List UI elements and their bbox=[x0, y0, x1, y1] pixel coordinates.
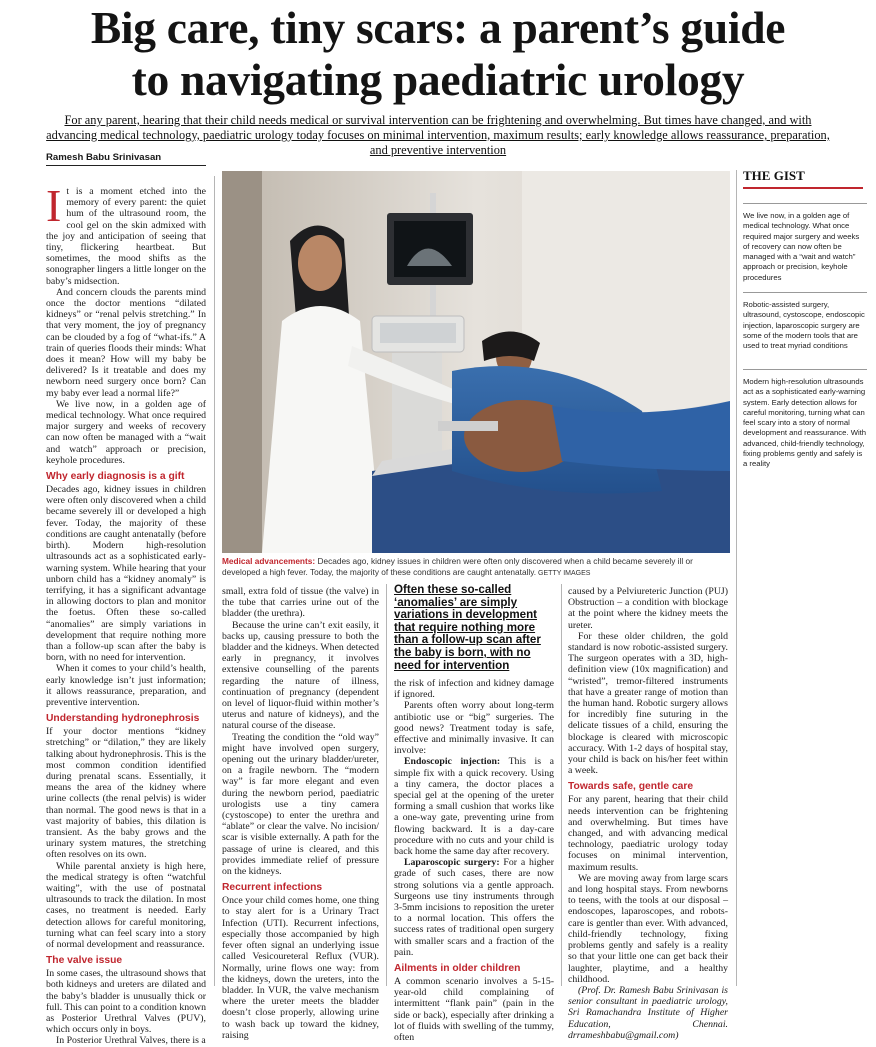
gist-item: Robotic-assisted surgery, ultrasound, cystoscope, endoscopic injection, laparoscopic surgery are some of the modern tools that are used to treat myriad conditions bbox=[743, 300, 865, 351]
paragraph: When it comes to your child’s health, early knowledge isn’t just information; it allows reassurance, preparation, and preventive intervention. bbox=[46, 663, 206, 708]
gist-divider bbox=[743, 369, 867, 370]
paragraph: We are moving away from large scars and long hospital stays. From newborns to teens, with the tools at our disposal – endoscopes, laparoscopes, and robots- care is gentler than ever. With advanced, child-friendly technology, fixing problems gently and safely is a reality so that your little one can get back their laughter, playtime, and a healthy childhood. bbox=[568, 872, 728, 985]
headline-line-1: Big care, tiny scars: a parent’s guide bbox=[90, 2, 786, 53]
gist-divider bbox=[743, 203, 867, 204]
inline-label: Endoscopic injection: bbox=[404, 756, 501, 768]
paragraph: We live now, in a golden age of medical technology. What once required major surgery and weeks of recovery can now often be managed with a “wait and watch” approach or precision, keyhole procedures. bbox=[46, 398, 206, 466]
paragraph: Because the urine can’t exit easily, it backs up, causing pressure to both the bladder and the kidneys. When detected early in pregnancy, it involves extensive counselling of the parents regarding the nature of illness, continuation of pregnancy (dependent on level of liquor-fluid within mother’s uterus and nature of kidneys), and the natural course of the disease. bbox=[222, 619, 379, 732]
paragraph: And concern clouds the parents mind once the doctor mentions “dilated kidneys” or “renal pelvis stretching.” In that very moment, the joy of pregnancy can be clouded by a fog of “what-ifs.” A train of queries floods their minds: What does it mean? How will my baby be delivered? Is it treatable and does my newborn need surgery once born? Can my baby ever lead a normal life?” bbox=[46, 286, 206, 399]
subheading: Ailments in older children bbox=[394, 963, 521, 975]
paragraph: In Posterior Urethral Valves, there is a bbox=[56, 1035, 206, 1047]
paragraph: For these older children, the gold standard is now robotic-assisted surgery. The surgeon operates with a 3D, high-definition view (10x magnification) and “wristed”, tremor-filtered instruments that have a greater range of motion than the human hand. Robotic surgery allows for incredibly fine suturing in the delicate tissues of a child, ensuring the blockage is cleared with microscopic accuracy. With 1-2 days of hospital stay, your child is back on his/her feet within a week. bbox=[568, 630, 728, 777]
article-column-2 bbox=[222, 586, 379, 1041]
standfirst: For any parent, hearing that their child needs medical or survival intervention can be frightening and overwhelming. But times have changed, and with advancing medical technology, paediatric urology today focuses on minimal intervention, maximum results; early knowledge allows reassurance, preparation, and preventive intervention bbox=[46, 113, 830, 157]
paragraph: small, extra fold of tissue (the valve) in the tube that carries urine out of the bladder (the urethra). bbox=[222, 586, 379, 620]
gist-item: We live now, in a golden age of medical technology. What once required major surgery and weeks of recovery can now often be managed with a “wait and watch” approach or precision, keyhole procedures bbox=[743, 211, 860, 282]
gist-item: Modern high-resolution ultrasounds act as a sophisticated early-warning system. Early detection allows for careful monitoring, turning what can feel scary into a story of normal development and reassurance. With advanced, child-friendly technology, fixing problems gently and safely is a reality bbox=[743, 377, 867, 469]
paragraph: In some cases, the ultrasound shows that both kidneys and ureters are dilated and the baby’s bladder is unusually thick or full. This can point to a condition known as Posterior Urethral Valves (PUV), which occurs only in boys. bbox=[46, 968, 206, 1036]
photo-credit: GETTY IMAGES bbox=[536, 569, 591, 577]
caption-label: Medical advancements: bbox=[222, 556, 316, 566]
article-column-4 bbox=[568, 586, 728, 1041]
paragraph: Parents often worry about long-term antibiotic use or “big” surgeries. The good news? Treatment today is safe, effective and minimally invasive. It can involve: bbox=[394, 700, 554, 757]
ultrasound-photo bbox=[222, 171, 730, 553]
headline bbox=[14, 2, 862, 106]
pull-quote: Often these so-called ‘anomalies’ are simply variations in development that require nothing more than a follow-up scan after the baby is born, with no need for intervention bbox=[394, 583, 541, 672]
column-divider bbox=[736, 170, 737, 986]
byline: Ramesh Babu Srinivasan bbox=[46, 152, 206, 166]
column-divider bbox=[214, 176, 215, 986]
subheading: Why early diagnosis is a gift bbox=[46, 471, 185, 483]
article-column-1 bbox=[46, 180, 206, 1047]
author-bio: (Prof. Dr. Ramesh Babu Srinivasan is senior consultant in paediatric urology, Sri Ramachandra Institute of Higher Education, Chennai. drrameshbabu@gmail.com) bbox=[568, 984, 728, 1041]
photo-caption bbox=[222, 556, 728, 579]
article-column-3 bbox=[394, 678, 554, 1044]
paragraph: For a higher grade of such cases, there are now strong solutions via a gentle approach. Surgeons use tiny instruments through 3-5mm incisions to reposition the ureter to a normal location. This offers the success rates of traditional open surgery with smaller scars and a fraction of the pain. bbox=[394, 857, 554, 958]
subheading: Recurrent infections bbox=[222, 882, 323, 894]
subheading: The valve issue bbox=[46, 955, 123, 967]
paragraph: Decades ago, kidney issues in children were often only discovered when a child became severely ill or developed a high fever. Today, the majority of these conditions are caught antenatally (before birth). Modern high-resolution ultrasounds act as a sophisticated early-warning system. While hearing that your unborn child has a “kidney anomaly” is terrifying, it has a significant advantage in allowing doctors to plan and monitor the foetus. Often these so-called “anomalies” are simply variations in development that require nothing more than a follow-up scan after the baby is born, with no need for intervention. bbox=[46, 484, 206, 664]
paragraph: This is a simple fix with a quick recovery. Using a tiny camera, the doctor places a special gel at the opening of the ureter forming a small cushion that works like a one-way gate, preventing urine from flowing backward. It is a day-care procedure with no cuts and your child is back home the same day after recovery. bbox=[394, 756, 554, 858]
paragraph: If your doctor mentions “kidney stretching” or “dilation,” they are likely talking about hydronephrosis. This is the most common condition identified during prenatal scans. Essentially, it means the area of the kidney where urine collects (the renal pelvis) is wider than normal. The good news is that in a vast majority of babies, this dilation is transient. As the baby grows and the urinary system matures, the stretching often resolves on its own. bbox=[46, 726, 206, 861]
paragraph: t is a moment etched into the memory of every parent: the quiet hum of the ultrasound room, the cool gel on the skin admixed with the joy and anticipation of seeing that tiny, flickering heartbeat. But sometimes, the mood shifts as the sonographer lingers a little longer on the baby’s midsection. bbox=[46, 186, 206, 287]
paragraph: A common scenario involves a 5-15-year-old child complaining of intermittent “flank pain” (pain in the side or back), especially after drinking a lot of fluids with swelling of the tummy, often bbox=[394, 976, 554, 1044]
caption-text: Decades ago, kidney issues in children were often only discovered when a child became severely ill or developed a high fever. Today, the majority of these conditions are caught antenatally. bbox=[222, 556, 693, 577]
gist-divider bbox=[743, 292, 867, 293]
paragraph: the risk of infection and kidney damage if ignored. bbox=[394, 678, 554, 701]
paragraph: Treating the condition the “old way” might have involved open surgery, opening out the urinary bladder/ureter, on a fragile newborn. The “modern way” is far more elegant and even during the newborn period, paediatric urologists use a tiny camera (cystoscope) to enter the urethra and “ablate” or clear the valve. No incision/ scar is visible externally. A path for the passage of urine is cleared, and this provides immediate relief of pressure on the kidneys. bbox=[222, 731, 379, 878]
paragraph: While parental anxiety is high here, the medical strategy is often “watchful waiting”, with the use of postnatal ultrasounds to track the dilation. In most cases, no treatment is needed. Early detection allows for careful monitoring, turning what can feel scary into a story of normal development and reassurance. bbox=[46, 860, 206, 950]
column-divider bbox=[561, 584, 562, 986]
inline-label: Laparoscopic surgery: bbox=[404, 857, 500, 869]
drop-cap: I bbox=[46, 180, 62, 231]
gist-title: THE GIST bbox=[743, 168, 863, 189]
paragraph: For any parent, hearing that their child needs intervention can be frightening and overwhelming. But times have changed, and with advancing medical technology, paediatric urology today focuses on minimal intervention, maximum results. bbox=[568, 794, 728, 873]
subheading: Towards safe, gentle care bbox=[568, 781, 694, 793]
headline-line-2: to navigating paediatric urology bbox=[131, 54, 745, 105]
subheading: Understanding hydronephrosis bbox=[46, 713, 200, 725]
paragraph: Once your child comes home, one thing to stay alert for is a Urinary Tract Infection (UTI). Recurrent infections, especially those accompanied by high fever often signal an underlying issue called Vesicoureteral Reflux (VUR). Normally, urine flows one way: from the kidneys, down the ureters, into the bladder. In VUR, the valve mechanism where the ureter meets the bladder doesn’t close properly, allowing urine to wash back up toward the kidney, raising bbox=[222, 895, 379, 1041]
paragraph: caused by a Pelviureteric Junction (PUJ) Obstruction – a condition with blockage at the point where the kidney meets the ureter. bbox=[568, 586, 728, 631]
column-divider bbox=[386, 584, 387, 986]
